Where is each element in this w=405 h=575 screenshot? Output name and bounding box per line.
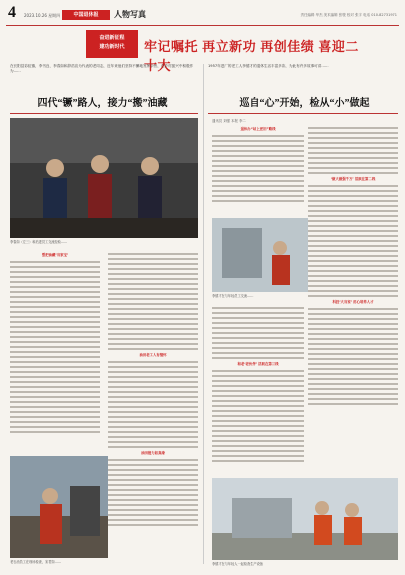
- left-top-caption: 李春如（左三）和后进员工交流经验……: [10, 240, 68, 244]
- banner-badge: [86, 30, 138, 58]
- badge-line-1: 奋进新征程: [99, 35, 125, 41]
- right-bottom-caption: 李德才在与年轻人一起检查生产设备: [212, 562, 263, 566]
- right-mid-caption: 李德才在与年轻员工交流……: [212, 294, 254, 298]
- left-col-1: [10, 250, 100, 450]
- right-col-2: [308, 124, 398, 474]
- left-headline: 四代“镢”路人，接力“搬”油藏: [37, 98, 168, 109]
- page-header: [6, 4, 399, 26]
- right-rule: [208, 113, 398, 114]
- right-subhead-4: 科技‘大当家’ 用心培养人才: [332, 300, 374, 304]
- equipment-photo-image: [212, 218, 308, 292]
- left-top-photo: [10, 118, 198, 238]
- right-col-3: [212, 304, 304, 474]
- right-col-1: [212, 124, 304, 216]
- right-byline: 通讯员 刘强 本报 李二: [212, 119, 246, 123]
- left-col-2: [108, 250, 198, 555]
- masthead: 中国退休报: [62, 10, 110, 20]
- left-lead: 在长阳县彩虹镇，李书良、李春如和辞浩宣为代表的老同志，近年来他们坚持不懈地发挥余热，在乡村振兴中积极作为……: [10, 64, 194, 74]
- right-mid-photo: [212, 218, 308, 292]
- issue-date: 2023.10.26 星期四: [24, 13, 61, 18]
- left-subhead-2: 油田老工人有情怀: [139, 353, 167, 357]
- left-subhead-3: 油田接力如真缘: [141, 451, 165, 455]
- right-subhead-2: ‘做大做强千万’ 活跃在第二线: [330, 177, 376, 181]
- page-number: 4: [8, 4, 16, 21]
- right-lead: 1957年进厂的老工人李德才的退休生活丰富多彩，为此有许多故事可讲……: [208, 64, 329, 68]
- column-divider: [203, 64, 204, 564]
- editor-info: 责任编辑 华杰 美术编辑 张骏 校对 张宇 电话 010-82731971: [300, 13, 397, 17]
- left-subhead-1: 誓把油藏‘当家宝’: [41, 253, 69, 257]
- badge-line-2: 建功新时代: [99, 44, 125, 50]
- section-title: 人物写真: [114, 10, 146, 19]
- left-bottom-caption: 老石油员工在现场检查，宋君如……: [10, 560, 61, 564]
- workers-photo-image: [212, 478, 398, 560]
- right-subhead-3: 和老‘老伙伴’ 活跃在第三线: [237, 362, 279, 366]
- worker-photo-image: [10, 456, 108, 558]
- right-bottom-photo: [212, 478, 398, 560]
- right-subhead-1: 退休办“站上更旧”路线: [240, 127, 276, 131]
- group-photo-image: [10, 118, 198, 238]
- left-rule: [10, 113, 198, 114]
- right-headline: 巡自“心”开始，检从“小”做起: [239, 98, 370, 109]
- left-bottom-photo: [10, 456, 108, 558]
- left-col-1-text: [10, 261, 100, 433]
- banner-title: 牢记嘱托 再立新功 再创佳绩 喜迎二十大: [144, 39, 359, 73]
